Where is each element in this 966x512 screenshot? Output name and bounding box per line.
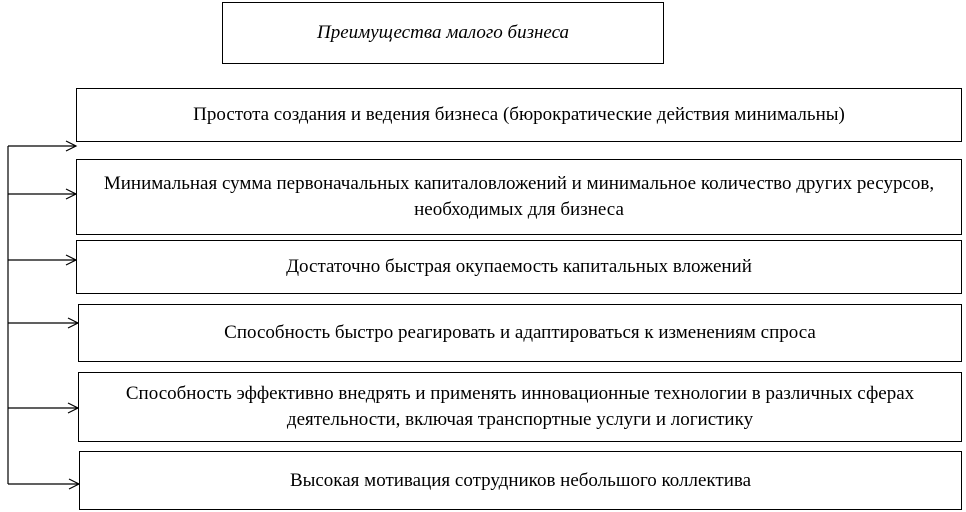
advantage-box-3 (76, 240, 962, 294)
advantage-box-1 (76, 88, 962, 142)
advantage-text-1: Простота создания и ведения бизнеса (бюрократические действия минимальны) (193, 104, 845, 125)
diagram-title-box (222, 2, 664, 64)
advantage-text-3: Достаточно быстрая окупаемость капитальных вложений (286, 256, 752, 277)
advantage-box-4 (78, 304, 962, 362)
advantage-box-6 (79, 451, 962, 510)
advantage-text-5: Способность эффективно внедрять и применять инновационные технологии в различных сферах деятельности, включая транспортные услуги и логистику (125, 383, 915, 430)
diagram-title: Преимущества малого бизнеса (316, 22, 570, 43)
advantage-box-5 (78, 372, 962, 442)
advantage-text-6: Высокая мотивация сотрудников небольшого коллектива (289, 469, 752, 491)
advantage-text-4: Способность быстро реагировать и адаптироваться к изменениям спроса (224, 322, 816, 343)
advantage-text-2: Минимальная сумма первоначальных капиталовложений и минимальное количество других ресурсов, необходимых для бизнеса (103, 173, 935, 220)
advantage-box-2 (76, 159, 962, 235)
